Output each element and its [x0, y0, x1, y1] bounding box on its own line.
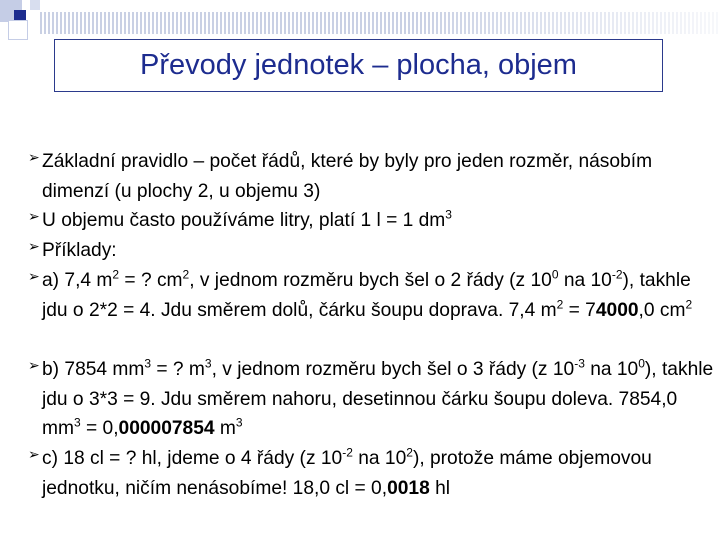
list-item: [28, 444, 718, 503]
superscript: 3: [235, 415, 243, 430]
arrow-bullet-icon: ➢: [28, 238, 40, 254]
superscript: -2: [342, 445, 353, 460]
text-run: = 7: [563, 299, 596, 321]
list-item: [28, 266, 718, 355]
list-item-text: [42, 444, 718, 503]
text-run: hl: [429, 477, 451, 499]
bullet-list: [28, 147, 718, 503]
text-run: Základní pravidlo – počet řádů, které by byly pro jeden rozměr, násobím dimenzí (u plochy 2, u objemu 3): [42, 151, 653, 202]
arrow-bullet-icon: ➢: [28, 446, 40, 462]
superscript: 2: [685, 297, 693, 312]
decor-square-white: [8, 20, 28, 40]
superscript: 0: [638, 356, 645, 371]
list-item: [28, 355, 718, 444]
text-run: na 10: [352, 448, 407, 469]
text-run: ), takhle jdu o 3*3 = 9. Jdu směrem nahoru, desetinnou čárku šoupu doleva. 7854,0 mm: [42, 359, 714, 440]
text-run: = ? m: [151, 359, 205, 380]
text-run: ), takhle jdu o 2*2 = 4. Jdu směrem dolů, čárku šoupu doprava. 7,4 m: [42, 270, 691, 321]
arrow-bullet-icon: ➢: [28, 208, 40, 224]
arrow-bullet-icon: ➢: [28, 268, 40, 284]
list-item: [28, 206, 718, 236]
arrow-bullet-icon: ➢: [28, 149, 40, 165]
list-item: [28, 147, 718, 206]
decor-stripes: [40, 12, 720, 34]
text-run: c) 18 cl = ? hl, jdeme o 4 řády (z 10: [42, 448, 343, 469]
superscript: 3: [73, 415, 81, 430]
superscript: 2: [406, 445, 413, 460]
superscript: 0: [551, 267, 559, 282]
text-run: na 10: [584, 359, 639, 380]
text-run: a) 7,4 m: [42, 270, 113, 291]
decor-square-light: [30, 0, 40, 10]
list-item-text: [42, 355, 718, 444]
list-item-text: [42, 147, 718, 206]
list-item: [28, 236, 718, 266]
text-run: = 0,: [80, 418, 119, 440]
bold-text: 0018: [387, 477, 430, 499]
superscript: 3: [144, 356, 152, 371]
page-title: Převody jednotek – plocha, objem: [140, 49, 577, 81]
bold-text: 000007854: [118, 418, 215, 440]
superscript: 2: [556, 297, 564, 312]
arrow-bullet-icon: ➢: [28, 357, 40, 373]
bold-text: 4000: [595, 299, 639, 321]
list-item-text: [42, 266, 718, 325]
text-run: Příklady:: [42, 240, 117, 261]
text-run: ), protože máme objemovou jednotku, ničím nenásobíme! 18,0 cl = 0,: [42, 448, 652, 499]
superscript: 3: [204, 356, 212, 371]
superscript: -3: [574, 356, 585, 371]
text-run: ,0 cm: [638, 299, 686, 321]
superscript: 2: [112, 267, 120, 282]
text-run: , v jednom rozměru bych šel o 2 řády (z 10: [189, 270, 552, 291]
superscript: 3: [445, 207, 452, 222]
superscript: -2: [611, 267, 623, 282]
title-box: [54, 39, 663, 92]
superscript: 2: [182, 267, 190, 282]
text-run: m: [214, 418, 236, 440]
text-run: , v jednom rozměru bych šel o 3 řády (z 10: [211, 359, 575, 380]
text-run: = ? cm: [119, 270, 183, 291]
text-run: U objemu často používáme litry, platí 1 l = 1 dm: [42, 210, 446, 231]
list-item-text: [42, 236, 718, 266]
text-run: na 10: [558, 270, 612, 291]
list-item-text: [42, 206, 718, 236]
text-run: b) 7854 mm: [42, 359, 145, 380]
